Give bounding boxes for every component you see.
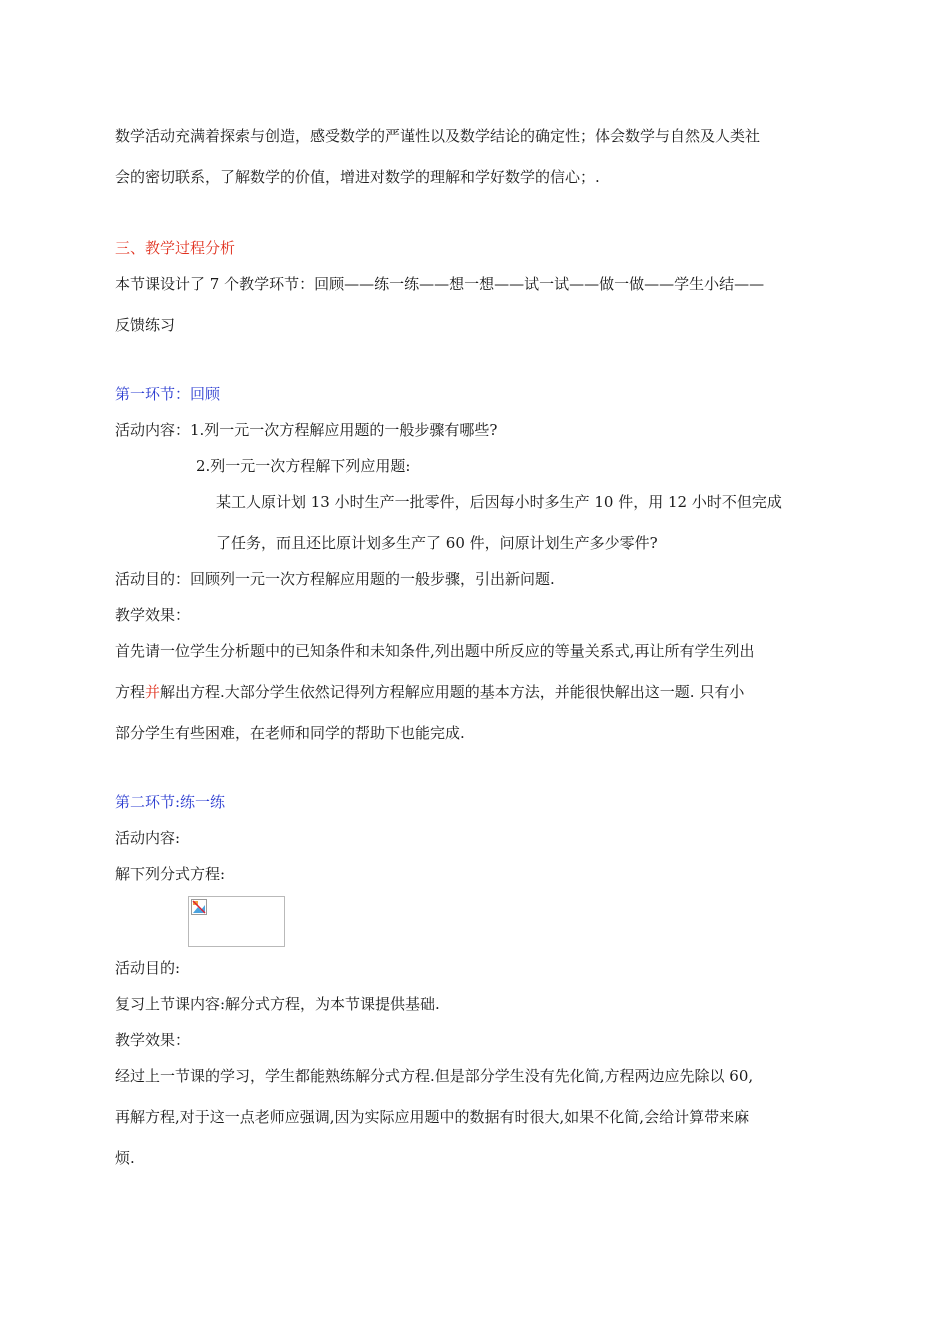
step-1-title: 第一环节：回顾: [115, 385, 221, 403]
step-2-content-label: 活动内容:: [115, 829, 181, 847]
step-2-title: 第二环节:练一练: [115, 793, 226, 811]
step-1-purpose: 活动目的：回顾列一元一次方程解应用题的一般步骤，引出新问题.: [115, 570, 555, 588]
broken-image-icon: [191, 899, 207, 915]
step-1-problem-line-2: 了任务，而且还比原计划多生产了 60 件，问原计划生产多少零件?: [216, 534, 658, 552]
step-2-task: 解下列分式方程:: [115, 865, 226, 883]
step-2-effect-line-1: 经过上一节课的学习，学生都能熟练解分式方程.但是部分学生没有先化简,方程两边应先除以 60,: [115, 1067, 754, 1085]
intro-line-2: 会的密切联系，了解数学的价值，增进对数学的理解和学好数学的信心；.: [115, 168, 600, 186]
step-2-effect-line-3: 烦.: [115, 1149, 135, 1167]
section-3-line-1: 本节课设计了 7 个教学环节：回顾——练一练——想一想——试一试——做一做——学生小结——: [115, 275, 765, 293]
step-1-content-line-1: 活动内容：1.列一元一次方程解应用题的一般步骤有哪些?: [115, 421, 498, 439]
section-3-line-2: 反馈练习: [115, 316, 176, 334]
step-1-effect-line-2-start: 方程: [115, 683, 146, 701]
step-1-effect-line-1: 首先请一位学生分析题中的已知条件和未知条件,列出题中所反应的等量关系式,再让所有学生列出: [115, 642, 755, 660]
step-2-effect-line-2: 再解方程,对于这一点老师应强调,因为实际应用题中的数据有时很大,如果不化简,会给计算带来麻: [115, 1108, 750, 1126]
step-2-effect-label: 教学效果：: [115, 1031, 191, 1049]
step-1-content-line-2: 2.列一元一次方程解下列应用题:: [196, 457, 411, 475]
step-1-effect-line-2: [115, 682, 744, 702]
step-1-effect-line-2-end: 解出方程.大部分学生依然记得列方程解应用题的基本方法，并能很快解出这一题. 只有小: [160, 683, 745, 701]
step-1-effect-label: 教学效果：: [115, 606, 191, 624]
step-2-purpose-label: 活动目的:: [115, 959, 181, 977]
step-1-problem-line-1: 某工人原计划 13 小时生产一批零件，后因每小时多生产 10 件，用 12 小时不但完成: [216, 493, 782, 511]
highlighted-char: 并: [145, 683, 161, 701]
intro-line-1: 数学活动充满着探索与创造，感受数学的严谨性以及数学结论的确定性；体会数学与自然及人类社: [115, 127, 761, 145]
equation-image: [188, 896, 285, 947]
step-2-purpose: 复习上节课内容:解分式方程，为本节课提供基础.: [115, 995, 440, 1013]
step-1-effect-line-3: 部分学生有些困难，在老师和同学的帮助下也能完成.: [115, 724, 465, 742]
section-3-title: 三、教学过程分析: [115, 239, 236, 257]
